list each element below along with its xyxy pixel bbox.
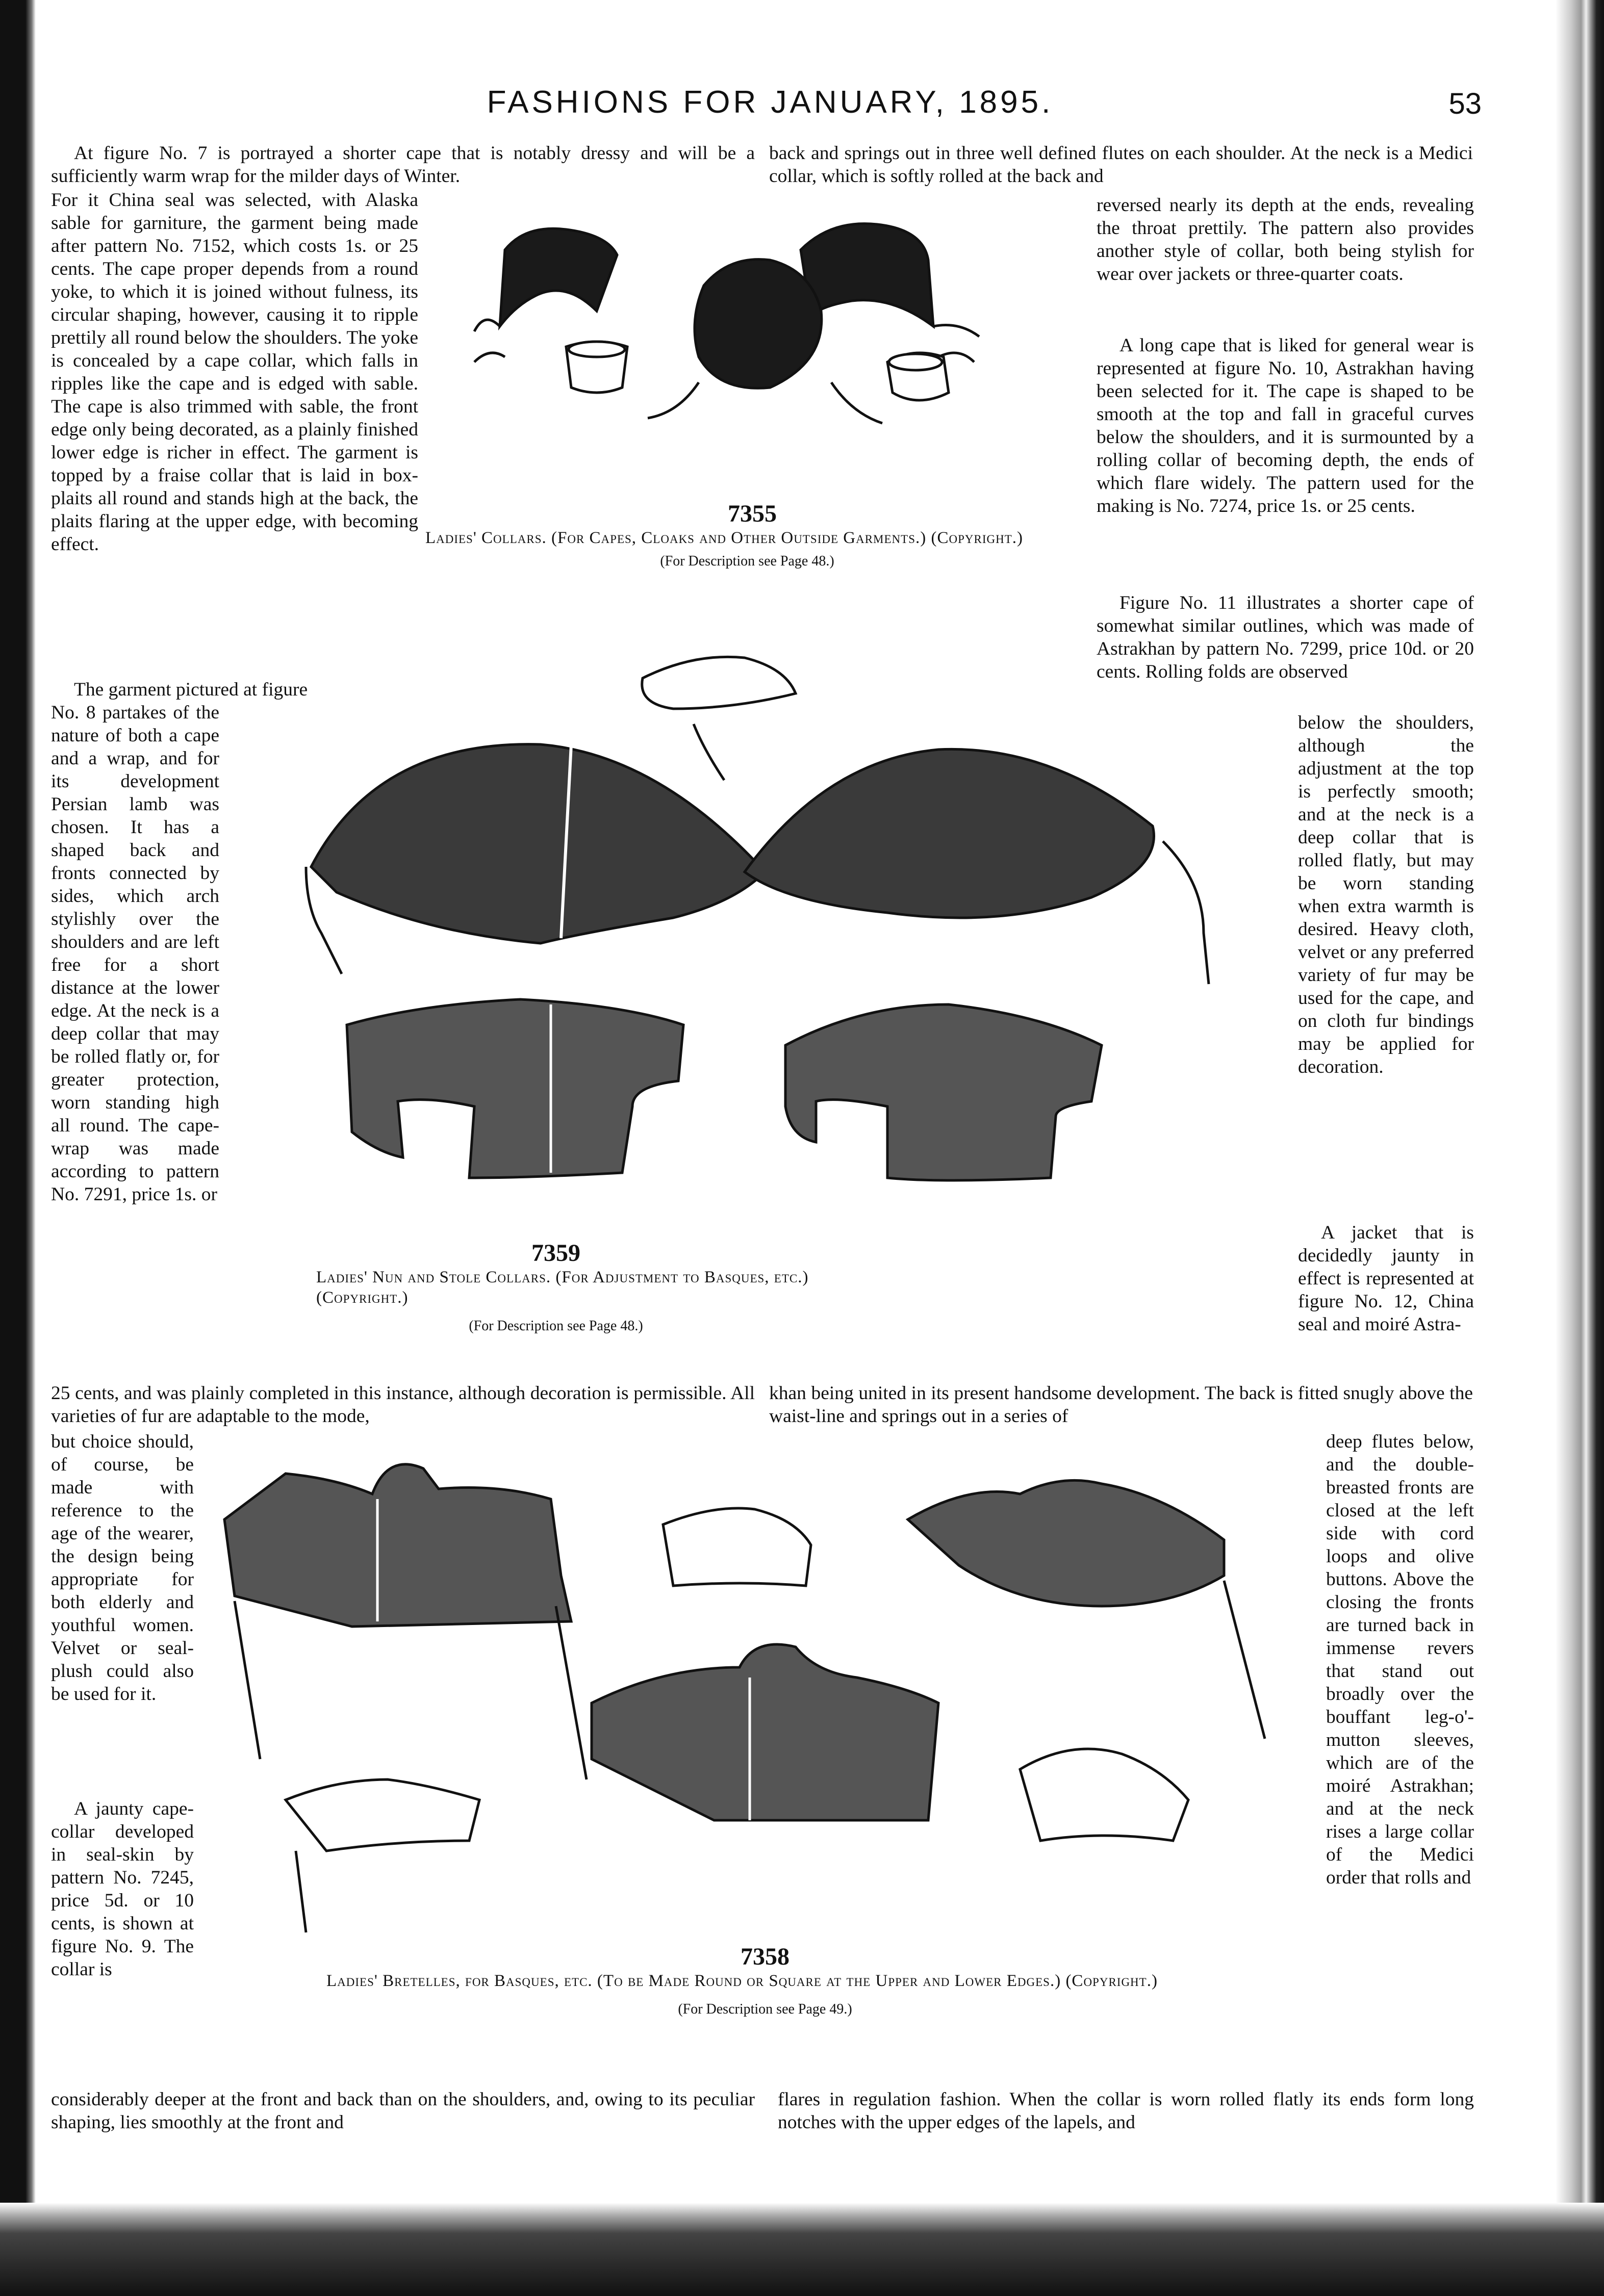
right-top-text: back and springs out in three well defined flutes on each shoulder. At the neck is a Medici collar, which is softly rolled at the back and	[769, 143, 1473, 187]
intro-paragraph	[51, 142, 755, 188]
page-edge-right	[1556, 0, 1604, 2296]
left-column-text-4: A jaunty cape-collar developed in seal-skin by pattern No. 7245, price 5d. or 10 cents, is shown at figure No. 9. The collar is	[51, 1798, 194, 1980]
figure-7359	[275, 648, 1244, 1361]
bottom-right-paragraph	[778, 2088, 1474, 2134]
mid-left-paragraph	[51, 1382, 755, 1428]
figure-7355-caption: Ladies' Collars. (For Capes, Cloaks and Other Outside Garments.) (Copyright.)	[425, 529, 1024, 547]
running-head: FASHIONS FOR JANUARY, 1895.	[487, 85, 1054, 120]
right-column-text-4: below the shoulders, although the adjustment at the top is perfectly smooth; and at the neck is a deep collar that is rolled flatly, but may be worn standing when extra warmth is desired. Heavy cloth, velvet or any preferred variety of fur may be used for the cape, and on cloth fur bindings may be applied for decoration.	[1298, 712, 1474, 1077]
mid-left-text: 25 cents, and was plainly completed in this instance, although decoration is permissible. All varieties of fur are adaptable to the mode,	[51, 1383, 755, 1427]
collars-illustration	[444, 194, 1081, 500]
right-column-block-4	[1298, 711, 1474, 1078]
right-column-block-5	[1298, 1221, 1474, 1336]
bottom-left-text: considerably deeper at the front and back than on the shoulders, and, owing to its peculiar shaping, lies smoothly at the front and	[51, 2089, 755, 2133]
right-column-block-2	[1097, 334, 1474, 518]
page-number: 53	[1448, 87, 1482, 120]
right-column-text-1: reversed nearly its depth at the ends, revealing the throat prettily. The pattern also provides another style of collar, both being stylish for wear over jackets or three-quarter coats.	[1097, 195, 1474, 285]
bottom-left-paragraph	[51, 2088, 755, 2134]
figure-7359-caption: Ladies' Nun and Stole Collars. (For Adjustment to Basques, etc.) (Copyright.)	[316, 1268, 809, 1307]
figure-7358-caption: Ladies' Bretelles, for Basques, etc. (To be Made Round or Square at the Upper and Lower Edges.) (Copyright.)	[326, 1972, 1158, 1990]
mid-right-text: khan being united in its present handsome development. The back is fitted snugly above the waist-line and springs out in a series of	[769, 1383, 1473, 1427]
intro-text: At figure No. 7 is portrayed a shorter cape that is notably dressy and will be a sufficiently warm wrap for the milder days of Winter.	[51, 143, 755, 187]
right-column-text-3: Figure No. 11 illustrates a shorter cape of somewhat similar outlines, which was made of Astrakhan by pattern No. 7299, price 10d. or 20 cents. Rolling folds are observed	[1097, 592, 1474, 682]
figure-7358	[204, 1453, 1326, 2080]
figure-7358-number: 7358	[741, 1943, 790, 1970]
figure-7359-note: (For Description see Page 48.)	[469, 1318, 643, 1334]
right-column-text-6: deep flutes below, and the double-breasted fronts are closed at the left side with cord loops and olive buttons. Above the closing the fronts are turned back in immense revers that stand out broadly over the bouffant leg-o'-mutton sleeves, which are of the moiré Astrakhan; and at the neck rises a large collar of the Medici order that rolls and	[1326, 1431, 1474, 1888]
right-column-block-1	[1097, 194, 1474, 286]
page-edge-left	[0, 0, 36, 2296]
left-column-text-2: No. 8 partakes of the nature of both a cape and a wrap, and for its development Persian lamb was chosen. It has a shaped back and fronts connected by sides, which arch stylishly over the shoulders and are left free for a short distance at the lower edge. At the neck is a deep collar that may be rolled flatly or, for greater protection, worn standing high all round. The cape-wrap was made according to pattern No. 7291, price 1s. or	[51, 702, 219, 1205]
right-column-block-6	[1326, 1430, 1474, 1889]
left-column-block-3	[51, 1430, 194, 1706]
nun-stole-collars-illustration	[275, 648, 1244, 1239]
figure-7359-number: 7359	[531, 1240, 580, 1267]
right-top-paragraph	[769, 142, 1473, 188]
left-column-block-4	[51, 1797, 194, 1981]
left-column-text-3: but choice should, of course, be made with reference to the age of the wearer, the design being appropriate for both elderly and youthful women. Velvet or seal-plush could also be used for it.	[51, 1431, 194, 1705]
left-column-block-1	[51, 189, 418, 556]
figure-7355	[425, 194, 1081, 591]
figure-7355-note: (For Description see Page 48.)	[660, 553, 834, 569]
bottom-right-text: flares in regulation fashion. When the collar is worn rolled flatly its ends form long notches with the upper edges of the lapels, and	[778, 2089, 1474, 2133]
right-column-text-5: A jacket that is decidedly jaunty in effect is represented at figure No. 12, China seal and moiré Astra-	[1298, 1222, 1474, 1335]
left-column-text-2-start: The garment pictured at figure	[74, 679, 308, 700]
figure-7358-note: (For Description see Page 49.)	[678, 2001, 852, 2017]
left-column-text-1: For it China seal was selected, with Alaska sable for garniture, the garment being made after pattern No. 7152, which costs 1s. or 25 cents. The cape proper depends from a round yoke, to which it is joined without fulness, its circular shaping, however, causing it to ripple prettily all round below the shoulders. The yoke is concealed by a cape collar, which falls in ripples like the cape and is edged with sable. The cape is also trimmed with sable, the front edge only being decorated, as a plainly finished lower edge is richer in effect. The garment is topped by a fraise collar that is laid in box-plaits all round and stands high at the back, the plaits flaring at the upper edge, with becoming effect.	[51, 190, 418, 555]
left-column-block-2	[51, 701, 219, 1206]
mid-right-paragraph	[769, 1382, 1473, 1428]
bretelles-illustration	[204, 1453, 1326, 1943]
figure-7355-number: 7355	[728, 500, 777, 527]
page-edge-bottom	[0, 2203, 1604, 2296]
right-column-text-2: A long cape that is liked for general wear is represented at figure No. 10, Astrakhan having been selected for it. The cape is shaped to be smooth at the top and fall in graceful curves below the shoulders, and it is surmounted by a rolling collar of becoming depth, the ends of which flare widely. The pattern used for the making is No. 7274, price 1s. or 25 cents.	[1097, 335, 1474, 517]
